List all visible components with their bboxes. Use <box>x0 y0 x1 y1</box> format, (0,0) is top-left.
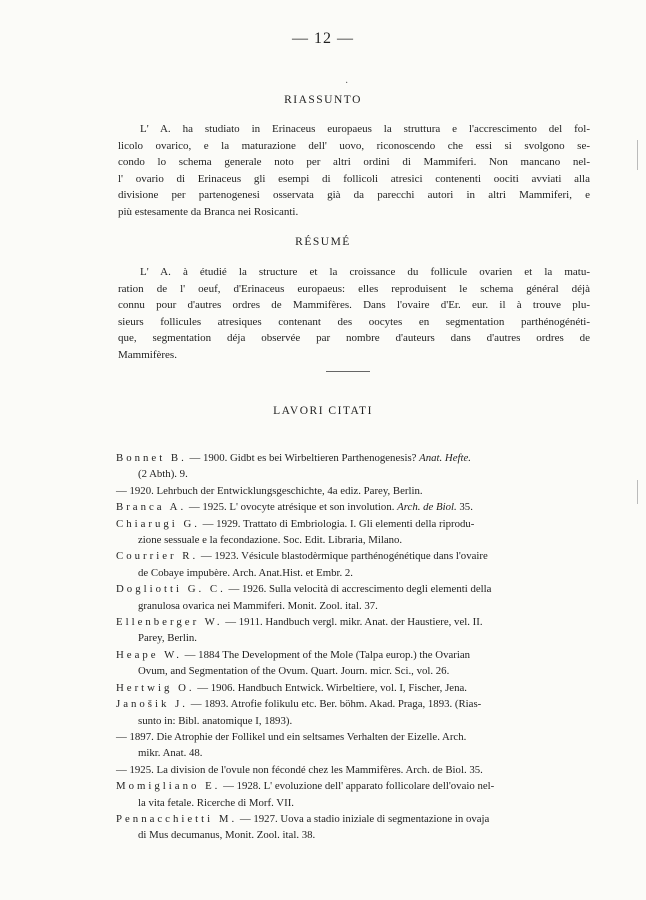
reference-entry <box>116 516 594 549</box>
reference-entry <box>116 614 594 647</box>
reference-continuation-line: (2 Abth). 9. <box>138 468 188 481</box>
resume-line: sieurs follicules atresiques contenant des oocytes en segmentation parthénogénéti- <box>118 315 590 328</box>
reference-author: Courrier R. <box>116 550 199 563</box>
reference-first-line <box>116 762 594 778</box>
resume-line: Mammifères. <box>118 348 177 361</box>
reference-continuation-line: la vita fetale. Ricerche di Morf. VII. <box>138 796 294 809</box>
reference-entry <box>116 548 594 581</box>
reference-entry <box>116 811 594 844</box>
reference-continuation-line: granulosa ovarica nei Mammiferi. Monit. Zool. ital. 37. <box>138 599 378 612</box>
reference-continuation-line: de Cobaye impubère. Arch. Anat.Hist. et Embr. 2. <box>138 566 353 579</box>
reference-entry <box>116 778 594 811</box>
reference-text: — 1920. Lehrbuch der Entwicklungsgeschichte, 4a ediz. Parey, Berlin. <box>116 484 423 497</box>
page-number: — 12 — <box>292 30 354 47</box>
resume-line: connu pour d'autres ordres de Mammifères. Dans l'ovaire d'Er. eur. il à trouve plu- <box>118 299 590 312</box>
riassunto-line: L' A. ha studiato in Erinaceus europaeus la struttura e l'accrescimento del fol- <box>140 123 590 135</box>
reference-text: — 1929. Trattato di Embriologia. I. Gli elementi della riprodu- <box>199 517 475 530</box>
reference-text: — 1928. L' evoluzione dell' apparato follicolare dell'ovaio nel- <box>220 780 495 793</box>
reference-author: Hertwig O. <box>116 681 195 694</box>
reference-first-line <box>116 696 594 712</box>
reference-author: Bonnet B. <box>116 452 187 464</box>
riassunto-line: condo lo schema generale noto per altri ordini di Mammiferi. Non mancano nel- <box>118 156 590 169</box>
reference-text: — 1893. Atrofie folikulu etc. Ber. böhm. Akad. Praga, 1893. (Rias- <box>188 698 482 711</box>
reference-continuation-line: mikr. Anat. 48. <box>138 747 203 760</box>
reference-author: Chiarugi G. <box>116 517 200 530</box>
reference-entry <box>116 581 594 614</box>
reference-first-line <box>116 548 594 564</box>
reference-author: Ellenberger W. <box>116 616 223 629</box>
reference-first-line <box>116 778 594 794</box>
reference-first-line <box>116 499 594 515</box>
reference-continuation-line: Ovum, and Segmentation of the Ovum. Quart. Journ. micr. Sci., vol. 26. <box>138 665 450 678</box>
reference-first-line <box>116 729 594 745</box>
reference-entry <box>116 680 594 696</box>
resume-line: ration de l' oeuf, d'Erinaceus europaeus: elles reproduisent le schema général déjà <box>118 282 590 295</box>
reference-continuation-line: di Mus decumanus, Monit. Zool. ital. 38. <box>138 829 316 842</box>
resume-line: que, segmentation déja observée par nombre d'auteurs dans d'autres ordres de <box>118 332 590 345</box>
decorative-dot: · <box>345 78 349 89</box>
reference-first-line <box>116 516 594 532</box>
reference-text: — 1925. La division de l'ovule non fécondé chez les Mammifères. Arch. de Biol. 35. <box>116 763 483 776</box>
reference-author: Momigliano E. <box>116 780 221 793</box>
riassunto-line: più estesamente da Branca nei Rosicanti. <box>118 205 299 218</box>
margin-mark <box>637 140 638 170</box>
bibliography-heading: LAVORI CITATI <box>273 405 373 417</box>
reference-continuation-line: zione sessuale e la fecondazione. Soc. Edit. Libraria, Milano. <box>138 534 403 547</box>
reference-entry <box>116 483 594 499</box>
reference-entry <box>116 499 594 515</box>
reference-text: — 1884 The Development of the Mole (Talpa europ.) the Ovarian <box>181 648 471 661</box>
reference-entry <box>116 696 594 729</box>
riassunto-line: divisione per partenogenesi osservata già da parecchi autori in altri Mammiferi, e <box>118 189 590 202</box>
resume-heading: RÉSUMÉ <box>295 236 351 248</box>
resume-line: L' A. à étudié la structure et la croissance du follicule ovarien et la matu- <box>140 266 590 278</box>
reference-first-line <box>116 647 594 663</box>
reference-first-line <box>116 614 594 630</box>
reference-text: — 1927. Uova a stadio iniziale di segmentazione in ovaja <box>237 812 490 825</box>
reference-author: Dogliotti G. C. <box>116 583 226 596</box>
reference-author: Janošik J. <box>116 698 188 711</box>
reference-volume: 35. <box>456 501 473 514</box>
reference-text: — 1897. Die Atrophie der Follikel und ein seltsames Verhalten der Eizelle. Arch. <box>116 730 467 743</box>
reference-first-line <box>116 811 594 827</box>
riassunto-paragraph <box>118 121 590 221</box>
reference-first-line <box>116 581 594 597</box>
reference-author: Heape W. <box>116 648 182 661</box>
reference-first-line <box>116 680 594 696</box>
reference-entry <box>116 762 594 778</box>
margin-mark <box>637 480 638 504</box>
resume-paragraph <box>118 264 590 364</box>
reference-journal: Anat. Hefte. <box>419 452 472 464</box>
reference-text: — 1911. Handbuch vergl. mikr. Anat. der Haustiere, vel. II. <box>222 616 483 629</box>
riassunto-line: licolo ovarico, e la maturazione dell' uovo, riconoscendo che essi si svolgono se- <box>118 139 590 152</box>
riassunto-line: l' ovario di Erinaceus gli esempi di follicoli atresici contenenti oociti avviati alla <box>118 172 590 185</box>
riassunto-heading: RIASSUNTO <box>284 94 362 106</box>
reference-entry <box>116 450 594 483</box>
reference-list <box>116 450 594 844</box>
reference-first-line <box>116 450 594 466</box>
section-divider <box>326 371 370 372</box>
reference-text: — 1900. Gidbt es bei Wirbeltieren Parthenogenesis? <box>186 452 420 464</box>
reference-text: — 1906. Handbuch Entwick. Wirbeltiere, vol. I, Fischer, Jena. <box>194 681 467 694</box>
reference-first-line <box>116 483 594 499</box>
reference-author: Pennacchietti M. <box>116 812 238 825</box>
reference-text: — 1925. L' ovocyte atrésique et son involution. <box>186 501 398 514</box>
reference-entry <box>116 647 594 680</box>
reference-text: — 1926. Sulla velocità di accrescimento degli elementi della <box>225 583 492 596</box>
reference-author: Branca A. <box>116 501 187 514</box>
reference-text: — 1923. Vésicule blastodèrmique parthénogénétique dans l'ovaire <box>198 550 488 563</box>
reference-entry <box>116 729 594 762</box>
reference-continuation-line: Parey, Berlin. <box>138 632 197 645</box>
reference-journal: Arch. de Biol. <box>397 501 457 514</box>
reference-continuation-line: sunto in: Bibl. anatomique I, 1893). <box>138 714 293 727</box>
